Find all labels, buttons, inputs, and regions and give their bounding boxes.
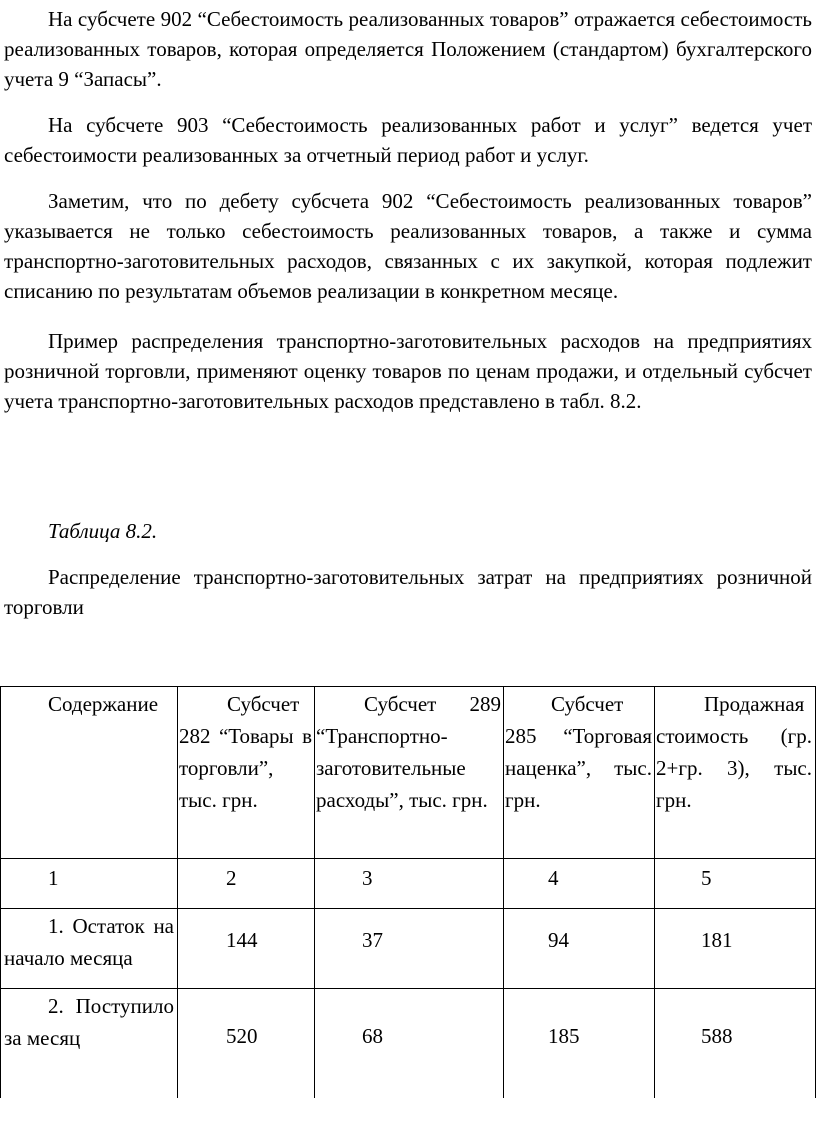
paragraph-debit-note: Заметим, что по дебету субсчета 902 “Себестоимость реализованных товаров” указывается не только себестоимость реализованных товаров, а также и сумма транспортно-заготовительных расходов, связанных с их закупкой, которая подлежит списанию по результатам объемов реализации в конкретном месяце. bbox=[4, 189, 812, 303]
paragraph-subaccount-903: На субсчете 903 “Себестоимость реализованных работ и услуг” ведется учет себестоимости реализованных за отчетный период работ и услуг. bbox=[4, 113, 812, 167]
table-border-top bbox=[0, 686, 816, 687]
table-divider-2 bbox=[314, 686, 315, 1098]
row-1-col-3: 37 bbox=[362, 928, 383, 952]
header-subaccount-289: Субсчет 289 “Транспортно-заготовительные расходы”, тыс. грн. bbox=[316, 692, 501, 812]
table-rule-3 bbox=[0, 988, 816, 989]
table-divider-3 bbox=[503, 686, 504, 1098]
row-2-col-2: 520 bbox=[226, 1024, 258, 1048]
table-caption: Таблица 8.2. bbox=[48, 519, 158, 543]
row-1-col-4: 94 bbox=[548, 928, 569, 952]
row-1-label: 1. Остаток на начало месяца bbox=[4, 914, 174, 970]
header-sale-value: Продажная стоимость (гр. 2+гр. 3), тыс. грн. bbox=[656, 692, 812, 812]
distribution-table bbox=[0, 686, 816, 1098]
column-number-1: 1 bbox=[48, 866, 59, 890]
header-subaccount-282: Субсчет 282 “Товары в торговли”, тыс. грн. bbox=[179, 692, 312, 812]
paragraph-subaccount-902: На субсчете 902 “Себестоимость реализованных товаров” отражается себестоимость реализованных товаров, которая определяется Положением (стандартом) бухгалтерского учета 9 “Запасы”. bbox=[4, 7, 812, 91]
row-1-col-2: 144 bbox=[226, 928, 258, 952]
row-2-label: 2. Поступило за месяц bbox=[4, 994, 174, 1050]
table-rule-1 bbox=[0, 858, 816, 859]
paragraph-example: Пример распределения транспортно-заготовительных расходов на предприятиях розничной торговли, применяют оценку товаров по ценам продажи, и отдельный субсчет учета транспортно-заготовительных расходов представлено в табл. 8.2. bbox=[4, 329, 812, 413]
row-1-col-5: 181 bbox=[701, 928, 733, 952]
table-title: Распределение транспортно-заготовительных затрат на предприятиях розничной торговли bbox=[4, 565, 812, 619]
header-content: Содержание bbox=[48, 692, 159, 716]
row-2-col-5: 588 bbox=[701, 1024, 733, 1048]
table-rule-2 bbox=[0, 908, 816, 909]
table-border-left bbox=[0, 686, 1, 1098]
table-divider-1 bbox=[177, 686, 178, 1098]
column-number-2: 2 bbox=[226, 866, 237, 890]
header-subaccount-285: Субсчет 285 “Торговая наценка”, тыс. грн. bbox=[505, 692, 652, 812]
table-divider-4 bbox=[654, 686, 655, 1098]
column-number-5: 5 bbox=[701, 866, 712, 890]
row-2-col-4: 185 bbox=[548, 1024, 580, 1048]
row-2-col-3: 68 bbox=[362, 1024, 383, 1048]
column-number-3: 3 bbox=[362, 866, 373, 890]
column-number-4: 4 bbox=[548, 866, 559, 890]
